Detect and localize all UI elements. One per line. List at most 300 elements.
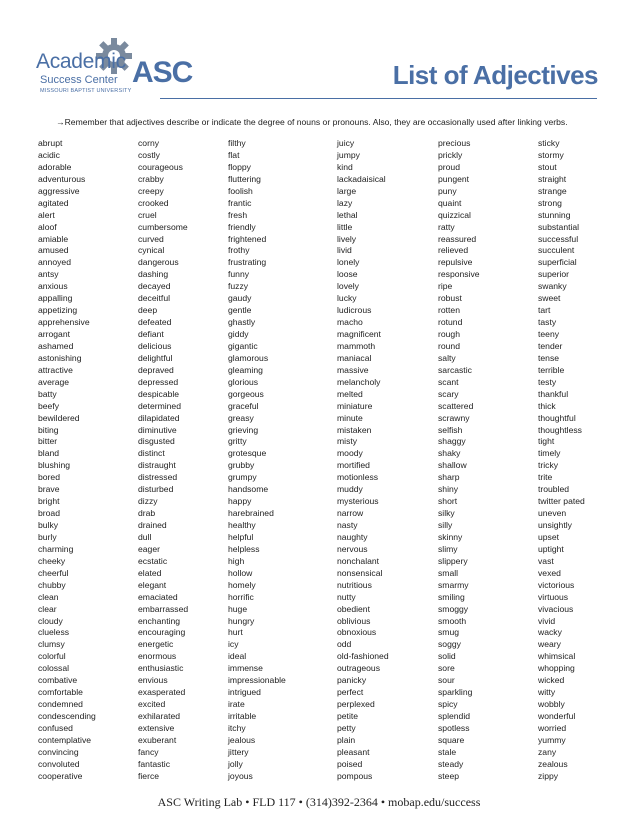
adjective-item: slimy (438, 543, 458, 554)
adjective-item: wonderful (538, 711, 576, 721)
adjective-item: precious (438, 138, 471, 148)
adjective-item: drained (138, 520, 167, 530)
adjective-item: nasty (337, 520, 358, 530)
adjective-item: large (337, 185, 357, 196)
adjective-item: narrow (337, 508, 364, 519)
adjective-item: substantial (538, 221, 580, 232)
adjective-item: delightful (138, 352, 173, 363)
adjective-item: succulent (538, 245, 575, 256)
adjective-item: dull (138, 531, 152, 542)
adjective-item: energetic (138, 639, 174, 650)
adjective-item: happy (228, 496, 252, 507)
adjective-item: handsome (228, 484, 269, 495)
adjective-item: determined (138, 400, 181, 411)
adjective-item: smoggy (438, 603, 469, 614)
adjective-item: condescending (38, 711, 96, 721)
adjective-item: embarrassed (138, 603, 189, 614)
adjective-item: harebrained (228, 508, 274, 519)
adjective-item: nervous (337, 543, 368, 554)
adjective-item: anxious (38, 281, 68, 292)
adjective-item: vexed (538, 567, 561, 578)
adjective-item: enthusiastic (138, 663, 184, 674)
adjective-item: wacky (538, 627, 562, 638)
adjective-item: biting (38, 424, 59, 435)
adjective-item: salty (438, 352, 456, 363)
adjective-item: aggressive (38, 185, 80, 196)
adjective-item: mammoth (337, 340, 376, 351)
adjective-item: little (337, 221, 353, 232)
adjective-item: perfect (337, 687, 364, 698)
adjective-item: nonchalant (337, 555, 380, 566)
adjective-item: enormous (138, 651, 177, 662)
adjective-item: chubby (38, 579, 66, 590)
adjective-item: eager (138, 543, 160, 554)
adjective-item: combative (38, 675, 78, 686)
adjective-item: petite (337, 711, 359, 721)
adjective-item: gentle (228, 305, 252, 316)
adjective-item: solid (438, 651, 456, 662)
adjective-item: straight (538, 173, 567, 184)
adjective-item: swanky (538, 281, 567, 292)
adjective-item: terrible (538, 364, 565, 375)
header-divider (160, 98, 597, 99)
adjective-column-1 (38, 138, 138, 783)
adjective-item: dashing (138, 269, 169, 280)
adjective-item: troubled (538, 484, 570, 495)
adjective-item: nonsensical (337, 567, 383, 578)
adjective-item: funny (228, 269, 250, 280)
adjective-item: disgusted (138, 436, 175, 447)
adjective-item: slippery (438, 555, 468, 566)
adjective-item: astonishing (38, 352, 82, 363)
adjective-item: hollow (228, 567, 253, 578)
adjective-item: dilapidated (138, 412, 180, 423)
adjective-item: plain (337, 734, 356, 745)
adjective-item: lackadaisical (337, 173, 386, 184)
adjective-item: high (228, 555, 245, 566)
adjective-item: strange (538, 185, 567, 196)
adjective-item: diminutive (138, 424, 177, 435)
adjective-item: convoluted (38, 758, 80, 769)
adjective-item: smarmy (438, 579, 469, 590)
adjective-item: irritable (228, 711, 257, 721)
adjective-item: scant (438, 376, 459, 387)
adjective-item: clumsy (38, 639, 65, 650)
adjective-item: petty (337, 722, 356, 733)
adjective-item: amiable (38, 233, 69, 244)
adjective-item: oblivious (337, 615, 371, 626)
adjective-item: timely (538, 448, 561, 459)
adjective-item: impressionable (228, 675, 286, 686)
adjective-item: stormy (538, 149, 564, 160)
adjective-item: rotten (438, 305, 460, 316)
adjective-item: depressed (138, 376, 179, 387)
adjective-item: acidic (38, 149, 60, 160)
adjective-item: lovely (337, 281, 359, 292)
adjective-item: thick (538, 400, 556, 411)
adjective-item: spotless (438, 722, 470, 733)
adjective-item: graceful (228, 400, 259, 411)
adjective-item: crooked (138, 197, 169, 208)
adjective-item: gaudy (228, 293, 252, 304)
adjective-item: emaciated (138, 591, 178, 602)
adjective-item: maniacal (337, 352, 372, 363)
adjective-item: thoughtless (538, 424, 582, 435)
adjective-item: sticky (538, 138, 560, 148)
adjective-item: shaggy (438, 436, 466, 447)
adjective-item: worried (538, 722, 567, 733)
adjective-item: minute (337, 412, 363, 423)
adjective-item: teeny (538, 329, 560, 339)
adjective-item: poised (337, 758, 363, 769)
adjective-item: smooth (438, 615, 467, 626)
adjective-item: grieving (228, 424, 259, 435)
intro-note: →Remember that adjectives describe or indicate the degree of nouns or pronouns. Also, they are occasionally used after linking verbs. (56, 117, 568, 127)
adjective-item: icy (228, 639, 239, 650)
adjective-item: jumpy (337, 149, 360, 160)
adjective-item: scrawny (438, 412, 470, 423)
adjective-item: sparkling (438, 687, 473, 698)
adjective-item: ludicrous (337, 305, 372, 316)
adjective-item: distressed (138, 472, 178, 483)
adjective-item: massive (337, 364, 369, 375)
adjective-item: muddy (337, 484, 363, 495)
adjective-item: helpless (228, 543, 260, 554)
adjective-item: grumpy (228, 472, 257, 483)
adjective-item: corny (138, 138, 160, 148)
adjective-item: grotesque (228, 448, 267, 459)
adjective-item: spicy (438, 699, 458, 710)
adjective-item: skinny (438, 531, 463, 542)
adjective-item: silly (438, 520, 453, 530)
adjective-item: tense (538, 352, 560, 363)
adjective-item: thankful (538, 388, 569, 399)
adjective-item: elegant (138, 579, 167, 590)
adjective-item: yummy (538, 734, 566, 745)
adjective-item: alert (38, 209, 55, 220)
adjective-item: disturbed (138, 484, 174, 495)
adjective-item: successful (538, 233, 579, 244)
adjective-item: curved (138, 233, 164, 244)
adjective-item: clueless (38, 627, 70, 638)
adjective-item: lonely (337, 257, 360, 268)
adjective-item: zealous (538, 758, 568, 769)
adjective-item: fantastic (138, 758, 171, 769)
adjective-item: gleaming (228, 364, 263, 375)
adjective-item: fuzzy (228, 281, 249, 292)
adjective-item: cheerful (38, 567, 69, 578)
adjective-item: charming (38, 543, 74, 554)
adjective-item: prickly (438, 149, 463, 160)
adjective-item: friendly (228, 221, 256, 232)
adjective-item: rotund (438, 317, 463, 328)
adjective-item: cruel (138, 209, 157, 220)
adjective-item: glorious (228, 376, 259, 387)
adjective-item: bitter (38, 436, 58, 447)
adjective-item: lethal (337, 209, 358, 220)
adjective-item: defeated (138, 317, 172, 328)
adjective-item: huge (228, 603, 248, 614)
adjective-item: fluttering (228, 173, 261, 184)
adjective-item: mortified (337, 460, 370, 471)
adjective-item: sharp (438, 472, 460, 483)
adjective-item: adorable (38, 161, 72, 172)
adjective-item: vivacious (538, 603, 574, 614)
adjective-item: clear (38, 603, 57, 614)
adjective-item: clean (38, 591, 59, 602)
adjective-item: superior (538, 269, 570, 280)
adjective-item: crabby (138, 173, 164, 184)
adjective-item: tight (538, 436, 555, 447)
adjective-item: scattered (438, 400, 474, 411)
page-title: List of Adjectives (392, 60, 598, 90)
adjective-item: cheeky (38, 555, 66, 566)
adjective-item: upset (538, 531, 560, 542)
adjective-item: small (438, 567, 459, 578)
adjective-item: stunning (538, 209, 571, 220)
adjective-item: courageous (138, 161, 183, 172)
adjective-item: deceitful (138, 293, 171, 304)
adjective-item: shaky (438, 448, 461, 459)
adjective-item: blushing (38, 460, 71, 471)
adjective-item: appetizing (38, 305, 78, 316)
adjective-item: nutty (337, 591, 356, 602)
adjective-item: macho (337, 317, 363, 328)
adjective-item: loose (337, 269, 358, 280)
adjective-item: depraved (138, 364, 174, 375)
adjective-item: brave (38, 484, 60, 495)
adjective-item: fancy (138, 746, 159, 757)
adjective-item: responsive (438, 269, 480, 280)
adjective-item: square (438, 734, 465, 745)
adjective-item: agitated (38, 197, 69, 208)
adjective-item: immense (228, 663, 263, 674)
adjective-item: distraught (138, 460, 176, 471)
adjective-item: victorious (538, 579, 575, 590)
adjective-item: itchy (228, 722, 246, 733)
adjective-item: creepy (138, 185, 164, 196)
adjective-column-4 (337, 138, 437, 783)
adjective-item: delicious (138, 340, 172, 351)
adjective-item: gritty (228, 436, 247, 447)
adjective-item: quizzical (438, 209, 471, 220)
adjective-item: moody (337, 448, 363, 459)
adjective-item: cloudy (38, 615, 63, 626)
adjective-item: bored (38, 472, 60, 483)
adjective-item: sore (438, 663, 455, 674)
adjective-item: sarcastic (438, 364, 472, 375)
logo-asc: ASC (132, 56, 193, 89)
adjective-item: foolish (228, 185, 253, 196)
adjective-item: shiny (438, 484, 459, 495)
adjective-item: encouraging (138, 627, 186, 638)
adjective-item: smiling (438, 591, 465, 602)
adjective-item: broad (38, 508, 60, 519)
adjective-item: unsightly (538, 520, 572, 530)
adjective-item: extensive (138, 722, 175, 733)
adjective-item: wicked (538, 675, 565, 686)
adjective-item: frightened (228, 233, 267, 244)
adjective-item: ghastly (228, 317, 256, 328)
adjective-item: splendid (438, 711, 471, 721)
page-header (0, 0, 638, 110)
adjective-item: convincing (38, 746, 79, 757)
adjective-column-5 (438, 138, 538, 783)
adjective-item: nutritious (337, 579, 372, 590)
adjective-item: relieved (438, 245, 469, 256)
adjective-item: aloof (38, 221, 57, 232)
adjective-item: adventurous (38, 173, 86, 184)
adjective-item: hurt (228, 627, 243, 638)
adjective-item: whopping (538, 663, 575, 674)
adjective-item: condemned (38, 699, 83, 710)
adjective-item: appalling (38, 293, 73, 304)
adjective-item: elated (138, 567, 162, 578)
adjective-item: giddy (228, 329, 249, 339)
adjective-item: obedient (337, 603, 370, 614)
adjective-item: lucky (337, 293, 357, 304)
adjective-item: beefy (38, 400, 60, 411)
adjective-item: confused (38, 722, 73, 733)
adjective-item: selfish (438, 424, 463, 435)
adjective-item: pompous (337, 770, 373, 781)
adjective-item: juicy (337, 138, 355, 148)
adjective-item: drab (138, 508, 156, 519)
adjective-item: homely (228, 579, 256, 590)
adjective-item: frantic (228, 197, 252, 208)
adjective-item: short (438, 496, 458, 507)
adjective-item: zany (538, 746, 557, 757)
adjective-item: steep (438, 770, 460, 781)
adjective-item: naughty (337, 531, 368, 542)
adjective-item: defiant (138, 329, 164, 339)
adjective-item: contemplative (38, 734, 92, 745)
logo-success-center: Success Center (40, 74, 118, 86)
adjective-item: colossal (38, 663, 70, 674)
adjective-item: enchanting (138, 615, 181, 626)
adjective-item: whimsical (538, 651, 576, 662)
adjective-item: envious (138, 675, 168, 686)
adjective-item: ideal (228, 651, 247, 662)
adjective-item: repulsive (438, 257, 473, 268)
adjective-column-3 (228, 138, 328, 783)
adjective-item: tart (538, 305, 551, 316)
adjective-item: gigantic (228, 340, 258, 351)
adjective-item: uptight (538, 543, 564, 554)
adjective-item: outrageous (337, 663, 381, 674)
adjective-item: antsy (38, 269, 59, 280)
adjective-item: bright (38, 496, 60, 507)
adjective-item: amused (38, 245, 69, 256)
adjective-item: deep (138, 305, 158, 316)
adjective-item: smug (438, 627, 460, 638)
adjective-item: frothy (228, 245, 250, 256)
adjective-item: scary (438, 388, 459, 399)
adjective-item: superficial (538, 257, 577, 268)
adjective-item: lazy (337, 197, 353, 208)
adjective-item: decayed (138, 281, 171, 292)
adjective-item: dangerous (138, 257, 179, 268)
adjective-column-6 (538, 138, 638, 783)
adjective-item: melted (337, 388, 363, 399)
adjective-item: cooperative (38, 770, 83, 781)
adjective-item: round (438, 340, 460, 351)
adjective-item: reassured (438, 233, 477, 244)
adjective-item: obnoxious (337, 627, 377, 638)
adjective-column-2 (138, 138, 238, 783)
adjective-item: soggy (438, 639, 461, 650)
logo-academic: Academic (36, 50, 126, 73)
adjective-item: hungry (228, 615, 255, 626)
adjective-item: vast (538, 555, 554, 566)
adjective-item: apprehensive (38, 317, 90, 328)
adjective-item: jittery (228, 746, 249, 757)
page-footer: ASC Writing Lab • FLD 117 • (314)392-2364 • mobap.edu/success (157, 795, 481, 809)
adjective-item: pungent (438, 173, 470, 184)
adjective-item: magnificent (337, 329, 381, 339)
adjective-item: healthy (228, 520, 256, 530)
adjective-item: kind (337, 161, 353, 172)
adjective-item: miniature (337, 400, 373, 411)
adjective-item: dizzy (138, 496, 158, 507)
adjective-item: horrific (228, 591, 254, 602)
adjective-item: sweet (538, 293, 561, 304)
adjective-item: odd (337, 639, 352, 650)
adjective-item: jealous (228, 734, 256, 745)
adjective-item: virtuous (538, 591, 569, 602)
adjective-item: lively (337, 233, 357, 244)
adjective-item: joyous (228, 770, 253, 781)
adjective-item: burly (38, 531, 57, 542)
adjective-item: gorgeous (228, 388, 264, 399)
adjective-item: glamorous (228, 352, 269, 363)
adjective-item: strong (538, 197, 562, 208)
adjective-item: sour (438, 675, 455, 686)
adjective-item: grubby (228, 460, 255, 471)
adjective-item: frustrating (228, 257, 267, 268)
logo-university: MISSOURI BAPTIST UNIVERSITY (40, 88, 132, 94)
adjective-item: weary (538, 639, 561, 650)
adjective-item: mistaken (337, 424, 372, 435)
adjective-item: tricky (538, 460, 559, 471)
adjective-item: flat (228, 149, 240, 160)
adjective-item: exhilarated (138, 711, 181, 721)
adjective-item: puny (438, 185, 457, 196)
adjective-item: perplexed (337, 699, 375, 710)
adjective-item: cumbersome (138, 221, 188, 232)
adjective-item: stale (438, 746, 457, 757)
adjective-item: panicky (337, 675, 367, 686)
adjective-item: colorful (38, 651, 66, 662)
adjective-item: misty (337, 436, 358, 447)
adjective-item: stout (538, 161, 557, 172)
adjective-item: steady (438, 758, 464, 769)
adjective-item: witty (538, 687, 556, 698)
adjective-item: bulky (38, 520, 59, 530)
adjective-item: jolly (228, 758, 243, 769)
adjective-item: zippy (538, 770, 559, 781)
adjective-item: attractive (38, 364, 73, 375)
adjective-item: trite (538, 472, 553, 483)
adjective-item: mysterious (337, 496, 379, 507)
adjective-item: ecstatic (138, 555, 168, 566)
adjective-item: fresh (228, 209, 248, 220)
adjective-item: cynical (138, 245, 165, 256)
adjective-item: helpful (228, 531, 254, 542)
adjective-item: bewildered (38, 412, 80, 423)
adjective-item: exuberant (138, 734, 177, 745)
adjective-item: silky (438, 508, 455, 519)
